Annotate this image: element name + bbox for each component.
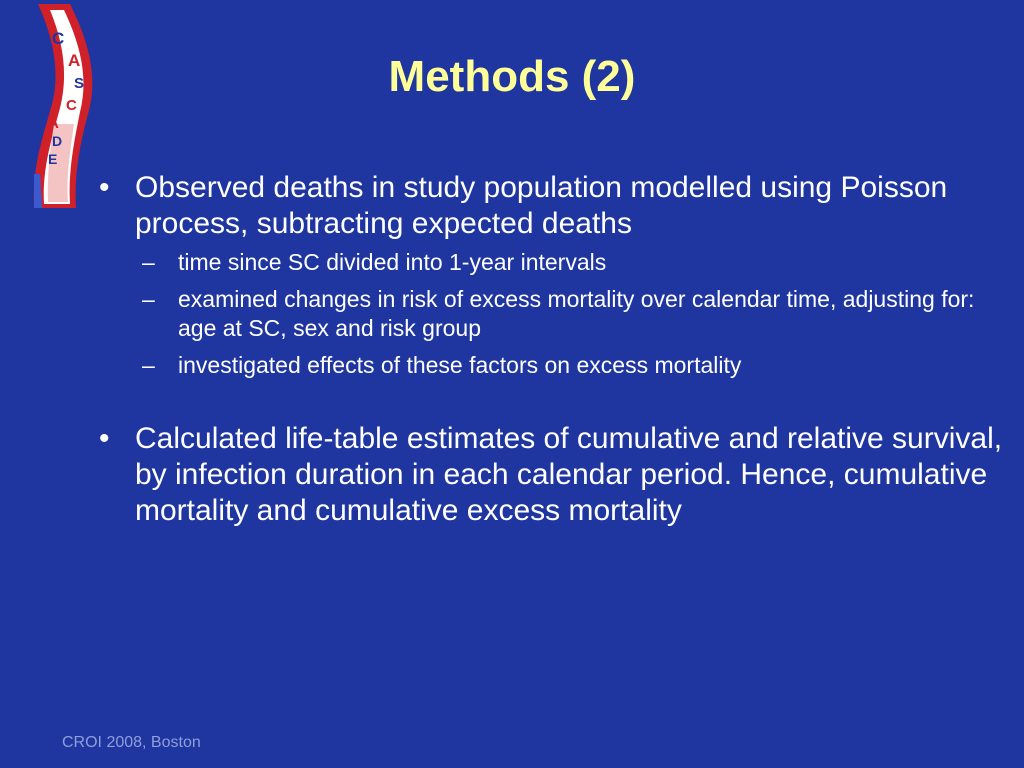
sub-bullet-text: time since SC divided into 1-year intervals [178,249,607,275]
sub-bullet-marker: – [142,249,155,275]
logo-letter: C [52,29,65,48]
logo-letter: C [66,97,77,114]
logo-letter: A [68,51,81,70]
logo-letter: E [48,151,58,167]
sub-bullet-text: examined changes in risk of excess mortality over calendar time, adjusting for: age at SC, sex and risk group [178,286,975,341]
bullet-text: Observed deaths in study population modelled using Poisson process, subtracting expected deaths [135,171,948,240]
bullet-item [95,170,1005,242]
sub-bullet-marker: – [142,286,155,312]
bullet-marker: • [99,422,110,455]
sub-bullet-marker: – [142,352,155,378]
logo-letter: A [48,115,59,132]
slide-body [95,170,1005,529]
sub-bullet-item [95,351,1005,380]
logo-letter: D [52,133,63,149]
cascade-logo [30,4,102,208]
sub-bullet-item [95,248,1005,277]
slide-title: Methods (2) [388,52,636,101]
bullet-item [95,421,1005,529]
footer-text: CROI 2008, Boston [62,734,201,751]
sub-bullet-text: investigated effects of these factors on excess mortality [178,352,742,378]
bullet-marker: • [99,171,110,204]
sub-bullet-list [95,248,1005,380]
logo-letter: S [74,75,85,92]
sub-bullet-item [95,285,1005,343]
bullet-text: Calculated life-table estimates of cumulative and relative survival, by infection duration in each calendar period. Hence, cumulative mortality and cumulative excess mortality [135,422,1003,527]
